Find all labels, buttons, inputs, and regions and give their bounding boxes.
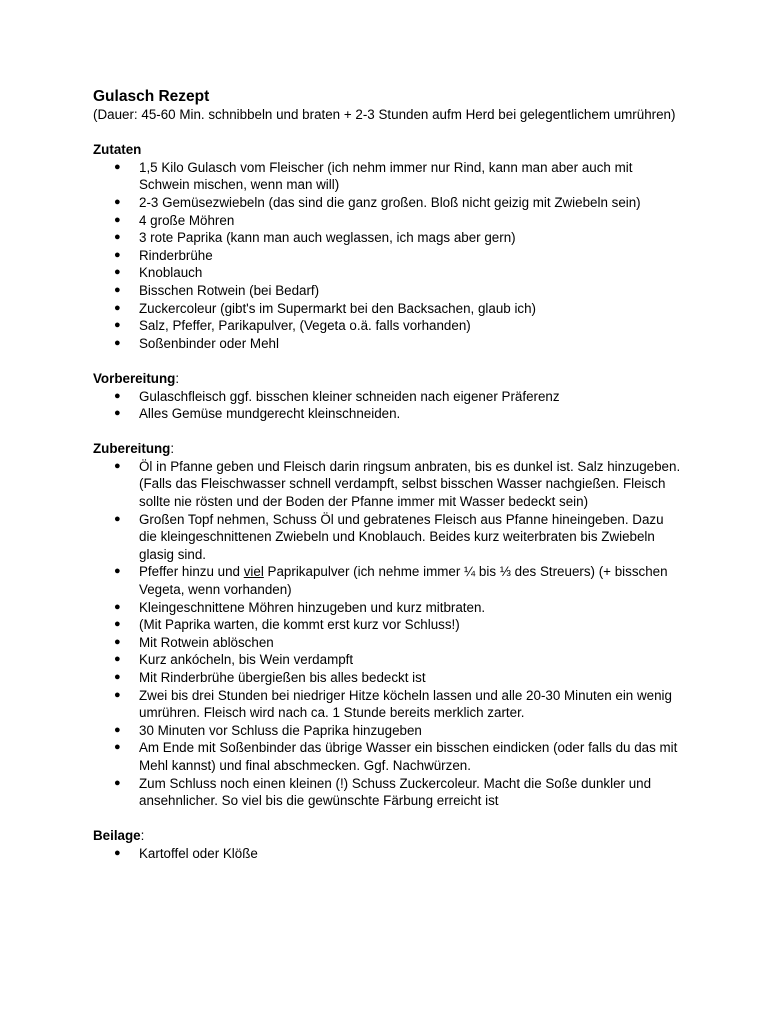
bullet-icon: ● bbox=[114, 723, 121, 736]
list-item bbox=[93, 335, 683, 353]
list-item-text: Bisschen Rotwein (bei Bedarf) bbox=[139, 282, 320, 298]
list-item-text: Am Ende mit Soßenbinder das übrige Wasser ein bisschen eindicken (oder falls du das mit Mehl kannst) und final abschmecken. Ggf. Nachwürzen. bbox=[139, 740, 678, 773]
preparation-list bbox=[93, 388, 683, 423]
bullet-icon: ● bbox=[114, 776, 121, 789]
bullet-icon: ● bbox=[114, 653, 121, 666]
list-item-text: 4 große Möhren bbox=[139, 212, 235, 228]
list-item bbox=[93, 687, 683, 722]
bullet-icon: ● bbox=[114, 618, 121, 631]
text-run: Paprikapulver (ich nehme immer ¼ bis ⅓ des Streuers) (+ bisschen Vegeta, wenn vorhanden) bbox=[139, 564, 668, 598]
list-item bbox=[93, 651, 683, 669]
list-item bbox=[93, 264, 683, 282]
list-item-text: Zwei bis drei Stunden bei niedriger Hitze köcheln lassen und alle 20-30 Minuten ein wenig umrühren. Fleisch wird nach ca. 1 Stunde bereits merklich zarter. bbox=[139, 687, 672, 721]
list-item bbox=[93, 563, 683, 598]
bullet-icon: ● bbox=[114, 688, 121, 701]
bullet-icon: ● bbox=[114, 266, 121, 279]
bullet-icon: ● bbox=[114, 512, 121, 525]
list-item bbox=[93, 388, 683, 406]
list-item bbox=[93, 599, 683, 617]
list-item-text: Zum Schluss noch einen kleinen (!) Schuss Zuckercoleur. Macht die Soße dunkler und ansehnlicher. So viel bis die gewünschte Färbung erreicht ist bbox=[139, 775, 652, 809]
list-item-text: Salz, Pfeffer, Parikapulver, (Vegeta o.ä. falls vorhanden) bbox=[139, 318, 471, 334]
list-item-text: 1,5 Kilo Gulasch vom Fleischer (ich nehm immer nur Rind, kann man aber auch mit Schwein mischen, wenn man will) bbox=[139, 159, 633, 193]
bullet-icon: ● bbox=[114, 195, 121, 208]
list-item-text: Gulaschfleisch ggf. bisschen kleiner schneiden nach eigener Präferenz bbox=[139, 388, 560, 404]
heading-colon: : bbox=[140, 828, 145, 844]
list-item-text: Alles Gemüse mundgerecht kleinschneiden. bbox=[139, 406, 401, 422]
list-item bbox=[93, 212, 683, 230]
bullet-icon: ● bbox=[114, 635, 121, 648]
heading-label: Vorbereitung bbox=[93, 370, 176, 386]
bullet-icon: ● bbox=[114, 248, 121, 261]
heading-label: Beilage bbox=[93, 828, 141, 844]
list-item bbox=[93, 300, 683, 318]
list-item-text: Rinderbrühe bbox=[139, 247, 213, 263]
list-item bbox=[93, 194, 683, 212]
list-item-text: Großen Topf nehmen, Schuss Öl und gebratenes Fleisch aus Pfanne hineingeben. Dazu die kleingeschnittenen Zwiebeln und Knoblauch. Beides kurz weiterbraten bis Zwiebeln glasig sind. bbox=[139, 511, 664, 562]
list-item-text: (Mit Paprika warten, die kommt erst kurz vor Schluss!) bbox=[139, 617, 460, 633]
list-item bbox=[93, 722, 683, 740]
list-item-text: Soßenbinder oder Mehl bbox=[139, 335, 279, 351]
list-item bbox=[93, 282, 683, 300]
bullet-icon: ● bbox=[114, 671, 121, 683]
bullet-icon: ● bbox=[114, 741, 121, 754]
list-item-text: Kleingeschnittene Möhren hinzugeben und kurz mitbraten. bbox=[139, 599, 486, 615]
list-item bbox=[93, 616, 683, 634]
heading-label: Zutaten bbox=[93, 142, 142, 158]
document-content bbox=[93, 87, 683, 863]
bullet-icon: ● bbox=[114, 336, 121, 349]
bullet-icon: ● bbox=[114, 846, 121, 859]
list-item bbox=[93, 775, 683, 810]
side-dish-list bbox=[93, 845, 683, 863]
bullet-icon: ● bbox=[114, 565, 121, 578]
section-zutaten bbox=[93, 141, 683, 352]
list-item-text: Kartoffel oder Klöße bbox=[139, 845, 258, 861]
bullet-icon: ● bbox=[114, 319, 121, 332]
list-item bbox=[93, 634, 683, 652]
bullet-icon: ● bbox=[114, 600, 121, 613]
list-item bbox=[93, 159, 683, 194]
list-item-text: Kurz ankócheln, bis Wein verdampft bbox=[139, 652, 354, 668]
list-item-text: Mit Rinderbrühe übergießen bis alles bedeckt ist bbox=[139, 670, 426, 685]
document-subtitle: (Dauer: 45-60 Min. schnibbeln und braten + 2-3 Stunden aufm Herd bei gelegentlichem umrühren) bbox=[93, 107, 676, 122]
list-item-text bbox=[139, 564, 668, 597]
bullet-icon: ● bbox=[114, 160, 121, 173]
list-item-text: Zuckercoleur (gibt's im Supermarkt bei den Backsachen, glaub ich) bbox=[139, 300, 537, 316]
list-item bbox=[93, 458, 683, 511]
section-heading-beilage bbox=[93, 827, 683, 845]
list-item bbox=[93, 229, 683, 247]
section-vorbereitung bbox=[93, 370, 683, 423]
ingredient-list bbox=[93, 159, 683, 353]
bullet-icon: ● bbox=[114, 301, 121, 314]
section-beilage bbox=[93, 827, 683, 862]
heading-label: Zubereitung bbox=[93, 441, 171, 457]
document-title: Gulasch Rezept bbox=[93, 88, 210, 105]
underlined-text: viel bbox=[243, 564, 264, 580]
list-item bbox=[93, 511, 683, 564]
list-item-text: Mit Rotwein ablöschen bbox=[139, 634, 274, 650]
list-item bbox=[93, 317, 683, 335]
list-item bbox=[93, 739, 683, 774]
bullet-icon: ● bbox=[114, 407, 121, 420]
heading-colon: : bbox=[170, 441, 175, 457]
bullet-icon: ● bbox=[114, 231, 121, 244]
bullet-icon: ● bbox=[114, 213, 121, 226]
list-item bbox=[93, 405, 683, 423]
heading-colon: : bbox=[175, 370, 180, 386]
list-item-text: 2-3 Gemüsezwiebeln (das sind die ganz großen. Bloß nicht geizig mit Zwiebeln sein) bbox=[139, 194, 641, 210]
cooking-steps-list bbox=[93, 458, 683, 810]
bullet-icon: ● bbox=[114, 459, 121, 472]
section-heading-vorbereitung bbox=[93, 370, 683, 388]
bullet-icon: ● bbox=[114, 283, 121, 296]
list-item-text: 3 rote Paprika (kann man auch weglassen, ich mags aber gern) bbox=[139, 230, 516, 246]
list-item bbox=[93, 669, 683, 687]
list-item-text: 30 Minuten vor Schluss die Paprika hinzugeben bbox=[139, 722, 422, 738]
list-item-text: Öl in Pfanne geben und Fleisch darin ringsum anbraten, bis es dunkel ist. Salz hinzugeben. (Falls das Fleischwasser schnell verdampft, selbst bisschen Wasser nachgießen. Fleisch sollte nie rösten und der Boden der Pfanne immer mit Wasser bedeckt sein) bbox=[139, 458, 681, 510]
bullet-icon: ● bbox=[114, 389, 121, 402]
text-run: Pfeffer hinzu und bbox=[139, 564, 244, 580]
list-item-text: Knoblauch bbox=[139, 265, 203, 281]
list-item bbox=[93, 845, 683, 863]
section-heading-zubereitung bbox=[93, 440, 683, 458]
list-item bbox=[93, 247, 683, 265]
section-heading-zutaten bbox=[93, 141, 683, 159]
section-zubereitung bbox=[93, 440, 683, 809]
